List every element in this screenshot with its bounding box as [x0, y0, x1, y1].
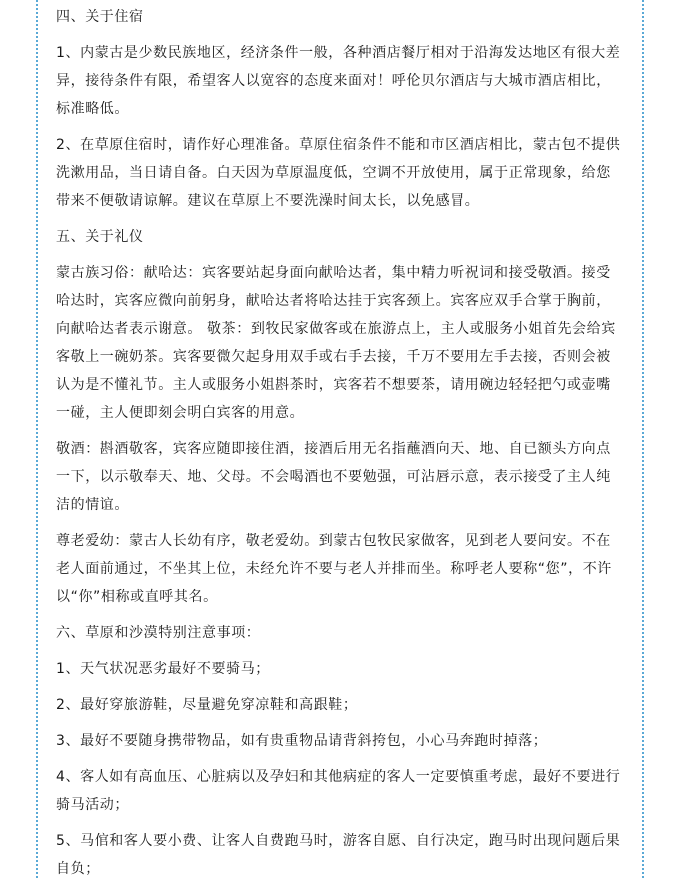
- paragraph-accommodation-2: 2、在草原住宿时，请作好心理准备。草原住宿条件不能和市区酒店相比，蒙古包不提供洗漱用品，当日请自备。白天因为草原温度低，空调不开放使用，属于正常现象，给您带来不便敬请谅解。建议在草原上不要洗澡时间太长，以免感冒。: [56, 137, 621, 209]
- section-heading-accommodation: 四、关于住宿: [56, 9, 144, 25]
- right-dotted-border: [642, 0, 644, 878]
- paragraph-toasting: 敬酒：斟酒敬客，宾客应随即接住酒，接酒后用无名指蘸酒向天、地、自已额头方向点一下，以示敬奉天、地、父母。不会喝酒也不要勉强，可沾唇示意，表示接受了主人纯洁的情谊。: [56, 441, 611, 513]
- section-heading-grassland-desert: 六、草原和沙漠特别注意事项：: [56, 625, 261, 641]
- article-body: [56, 0, 624, 883]
- list-item-tips: 5、马倌和客人要小费、让客人自费跑马时，游客自愿、自行决定，跑马时出现问题后果自负；: [56, 833, 621, 877]
- paragraph-accommodation-1: 1、内蒙古是少数民族地区，经济条件一般，各种酒店餐厅相对于沿海发达地区有很大差异，接待条件有限，希望客人以宽容的态度来面对！呼伦贝尔酒店与大城市酒店相比，标准略低。: [56, 45, 621, 117]
- left-dotted-border: [36, 0, 38, 878]
- section-heading-etiquette: 五、关于礼仪: [56, 229, 144, 245]
- paragraph-mongolian-customs: 蒙古族习俗：献哈达：宾客要站起身面向献哈达者，集中精力听祝词和接受敬酒。接受哈达时，宾客应微向前躬身，献哈达者将哈达挂于宾客颈上。宾客应双手合掌于胸前，向献哈达者表示谢意。 敬茶：到牧民家做客或在旅游点上，主人或服务小姐首先会给宾客敬上一碗奶茶。宾客要微欠起身用双手或右手去接，千万不要用左手去接，否则会被认为是不懂礼节。主人或服务小姐斟茶时，宾客若不想要茶，请用碗边轻轻把勺或壶嘴一碰，主人便即刻会明白宾客的用意。: [56, 265, 616, 421]
- list-item-health: 4、客人如有高血压、心脏病以及孕妇和其他病症的客人一定要慎重考虑，最好不要进行骑马活动；: [56, 769, 621, 813]
- paragraph-respect-elders: 尊老爱幼：蒙古人长幼有序，敬老爱幼。到蒙古包牧民家做客，见到老人要问安。不在老人面前通过，不坐其上位，未经允许不要与老人并排而坐。称呼老人要称“您”，不许以“你”相称或直呼其名。: [56, 533, 612, 605]
- list-item-belongings: 3、最好不要随身携带物品，如有贵重物品请背斜挎包，小心马奔跑时掉落；: [56, 733, 548, 749]
- list-item-shoes: 2、最好穿旅游鞋，尽量避免穿凉鞋和高跟鞋；: [56, 697, 358, 713]
- list-item-weather: 1、天气状况恶劣最好不要骑马；: [56, 661, 270, 677]
